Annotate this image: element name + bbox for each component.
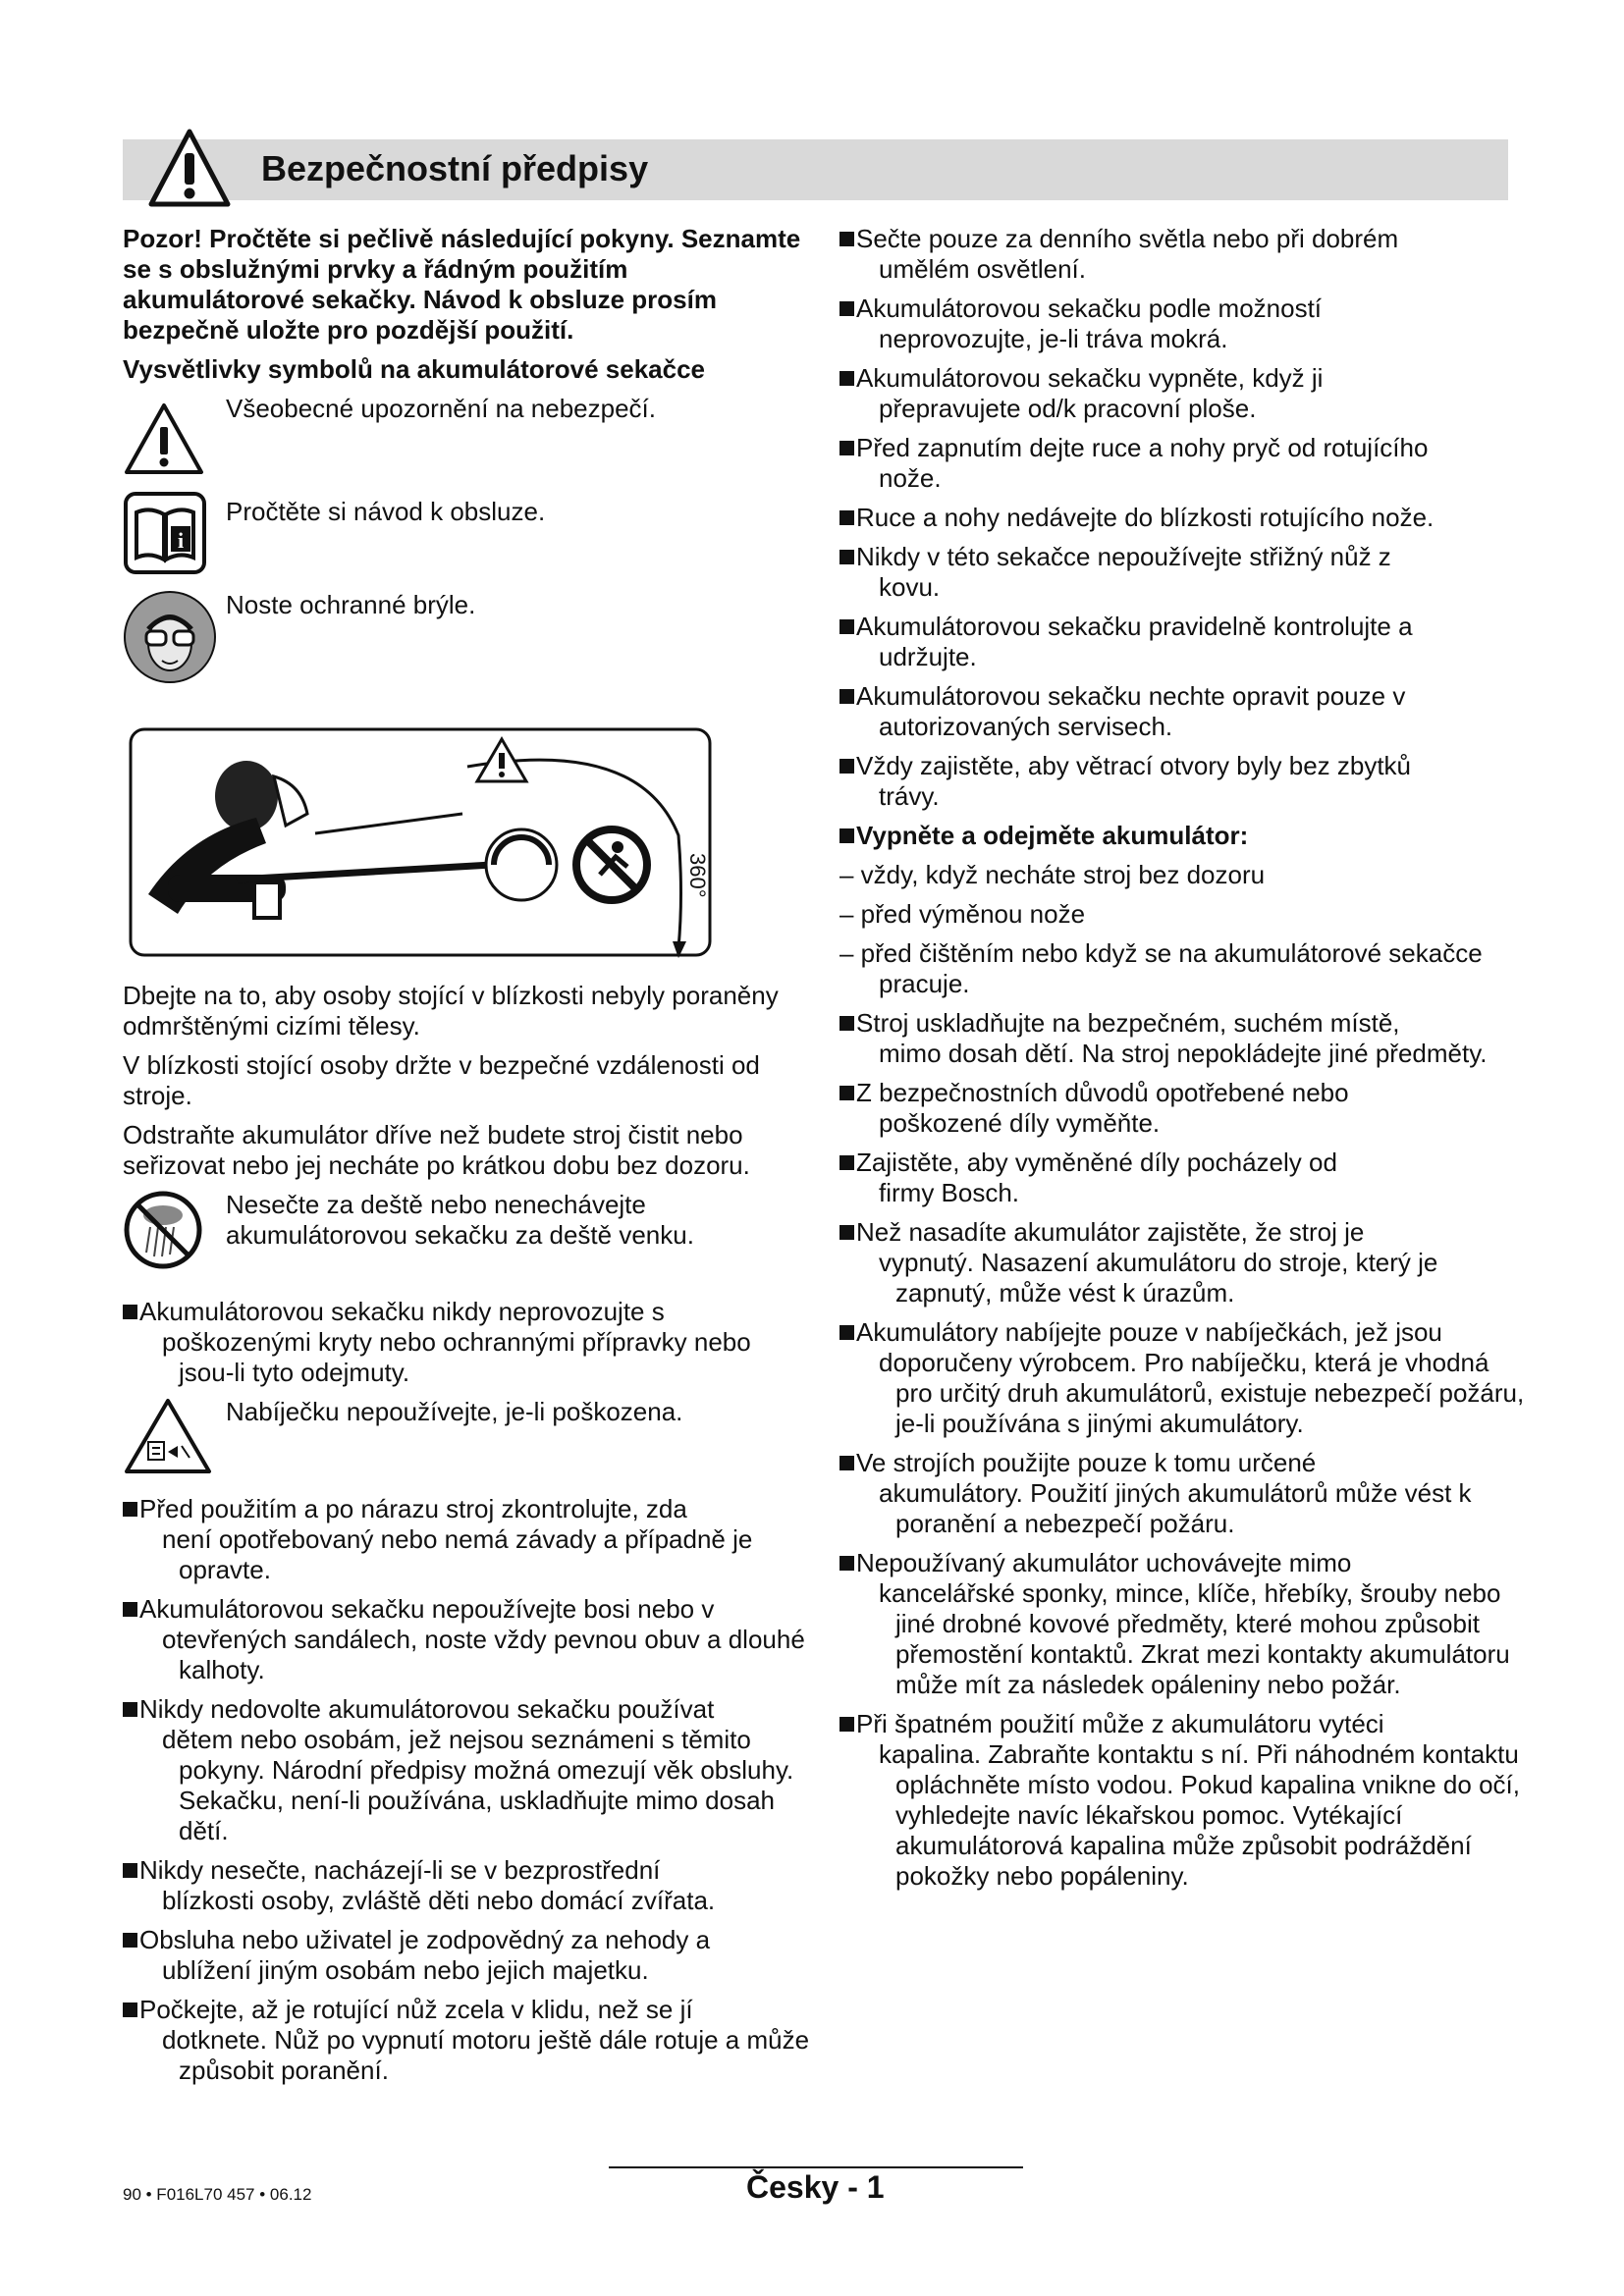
- symbol-text: Pročtěte si návod k obsluze.: [226, 497, 546, 526]
- bullet-square-icon: [839, 441, 854, 455]
- bullet-square-icon: [839, 1717, 854, 1732]
- list-item: Obsluha nebo uživatel je zodpovědný za nehody a ublížení jiným osobám nebo jejich majetku.: [123, 1925, 810, 1986]
- paragraph: V blízkosti stojící osoby držte v bezpečné vzdálenosti od stroje.: [123, 1050, 760, 1110]
- page-number: Česky - 1: [746, 2169, 885, 2205]
- list-item: Nikdy nedovolte akumulátorovou sekačku používat dětem nebo osobám, jež nejsou seznámeni s těmito pokyny. Národní předpisy možná omezují věk obsluhy. Sekačku, není-li používána, uskladňujte mimo dosah dětí.: [123, 1694, 810, 1846]
- symbol-read-manual: [123, 497, 810, 581]
- list-item: Z bezpečnostních důvodů opotřebené nebo poškozené díly vyměňte.: [839, 1078, 1527, 1139]
- list-item: Před použitím a po nárazu stroj zkontrolujte, zda není opotřebovaný nebo nemá závady a případně je opravte.: [123, 1494, 810, 1585]
- paragraph: Dbejte na to, aby osoby stojící v blízkosti nebyly poraněny odmrštěnými cizími tělesy.: [123, 981, 779, 1041]
- right-column: [839, 224, 1527, 1900]
- symbol-general-warning: [123, 394, 810, 488]
- list-item: Sečte pouze za denního světla nebo při dobrém umělém osvětlení.: [839, 224, 1527, 285]
- dash-item: – před výměnou nože: [839, 899, 1086, 929]
- bullet-square-icon: [839, 759, 854, 774]
- intro-warning: Pozor! Pročtěte si pečlivě následující pokyny. Seznamte se s obslužnými prvky a řádným použitím akumulátorové sekačky. Návod k obsluze prosím bezpečně uložte pro pozdější použití.: [123, 224, 801, 345]
- symbols-heading: Vysvětlivky symbolů na akumulátorové sekačce: [123, 354, 706, 384]
- dash-item: – vždy, když necháte stroj bez dozoru: [839, 860, 1266, 889]
- bullet-square-icon: [839, 619, 854, 634]
- bullet-square-icon: [123, 1702, 137, 1717]
- bullet-square-icon: [839, 232, 854, 246]
- safety-goggles-icon: [123, 590, 217, 684]
- list-item: Před zapnutím dejte ruce a nohy pryč od rotujícího nože.: [839, 433, 1527, 494]
- list-item: Akumulátorovou sekačku nikdy neprovozujte s poškozenými kryty nebo ochrannými přípravky nebo jsou-li tyto odejmuty.: [123, 1297, 810, 1388]
- list-item: Ve strojích použijte pouze k tomu určené akumulátory. Použití jiných akumulátorů může vést k poranění a nebezpečí požáru.: [839, 1448, 1527, 1539]
- bullet-square-icon: [839, 1325, 854, 1340]
- warning-triangle-icon: [147, 128, 232, 208]
- list-item: Akumulátorovou sekačku podle možností neprovozujte, je-li tráva mokrá.: [839, 294, 1527, 354]
- list-item: Než nasadíte akumulátor zajistěte, že stroj je vypnutý. Nasazení akumulátoru do stroje, který je zapnutý, může vést k úrazům.: [839, 1217, 1527, 1308]
- list-item: Stroj uskladňujte na bezpečném, suchém místě, mimo dosah dětí. Na stroj nepokládejte jiné předměty.: [839, 1008, 1527, 1069]
- list-item: Akumulátorovou sekačku nepoužívejte bosi nebo v otevřených sandálech, noste vždy pevnou obuv a dlouhé kalhoty.: [123, 1594, 810, 1685]
- bullet-square-icon: [839, 371, 854, 386]
- charger-warning-icon: [123, 1397, 213, 1475]
- list-item: Akumulátorovou sekačku pravidelně kontrolujte a udržujte.: [839, 612, 1527, 672]
- list-item: Nepoužívaný akumulátor uchovávejte mimo kancelářské sponky, mince, klíče, hřebíky, šrouby nebo jiné drobné kovové předměty, které mohou způsobit přemostění kontaktů. Zkrat mezi kontakty akumulátoru může mít za následek opáleniny nebo požár.: [839, 1548, 1527, 1700]
- bullet-square-icon: [123, 1502, 137, 1517]
- svg-text:i: i: [177, 528, 185, 553]
- list-item: Nikdy nesečte, nacházejí-li se v bezprostřední blízkosti osoby, zvláště děti nebo domácí zvířata.: [123, 1855, 810, 1916]
- bullet-square-icon: [123, 1305, 137, 1319]
- bullet-square-icon: [123, 1863, 137, 1878]
- list-item: Akumulátorovou sekačku vypněte, když ji přepravujete od/k pracovní ploše.: [839, 363, 1527, 424]
- bullet-square-icon: [839, 1556, 854, 1571]
- symbol-no-rain: [123, 1190, 810, 1288]
- bullet-square-icon: [123, 1933, 137, 1948]
- bullet-square-icon: [123, 1602, 137, 1617]
- footer-divider: [609, 2166, 1023, 2168]
- bullet-square-icon: [839, 1155, 854, 1170]
- bullet-square-icon: [839, 1225, 854, 1240]
- no-rain-icon: [123, 1190, 203, 1270]
- symbol-text: Nabíječku nepoužívejte, je-li poškozena.: [226, 1397, 683, 1426]
- list-item: Akumulátorovou sekačku nechte opravit pouze v autorizovaných servisech.: [839, 681, 1527, 742]
- paragraph: Odstraňte akumulátor dříve než budete stroj čistit nebo seřizovat nebo jej necháte po krátkou dobu bez dozoru.: [123, 1120, 750, 1180]
- bullet-square-icon: [839, 510, 854, 525]
- dash-item: – před čištěním nebo když se na akumulátorové sekačce pracuje.: [839, 938, 1483, 998]
- read-manual-icon: [123, 491, 207, 575]
- list-item: Nikdy v této sekačce nepoužívejte střižný nůž z kovu.: [839, 542, 1527, 603]
- thrown-objects-warning-figure: [129, 727, 723, 963]
- list-item: Při špatném použití může z akumulátoru vytéci kapalina. Zabraňte kontaktu s ní. Při náhodném kontaktu opláchněte místo vodou. Pokud kapalina vnikne do očí, vyhledejte navíc lékařskou pomoc. Vytékající akumulátorová kapalina může způsobit podráždění pokožky nebo popáleniny.: [839, 1709, 1527, 1892]
- list-item: Ruce a nohy nedávejte do blízkosti rotujícího nože.: [839, 503, 1527, 533]
- symbol-text: Nesečte za deště nebo nenechávejte akumulátorovou sekačku za deště venku.: [226, 1190, 694, 1250]
- symbol-safety-goggles: [123, 590, 810, 708]
- list-item: Počkejte, až je rotující nůž zcela v klidu, než se jí dotknete. Nůž po vypnutí motoru ještě dále rotuje a může způsobit poranění.: [123, 1995, 810, 2086]
- list-item: Vždy zajistěte, aby větrací otvory byly bez zbytků trávy.: [839, 751, 1527, 812]
- symbol-text: Všeobecné upozornění na nebezpečí.: [226, 394, 657, 423]
- warning-triangle-icon: [123, 401, 205, 476]
- symbol-text: Noste ochranné brýle.: [226, 590, 476, 619]
- list-item: Akumulátory nabíjejte pouze v nabíječkách, jež jsou doporučeny výrobcem. Pro nabíječku, která je vhodná pro určitý druh akumulátorů, existuje nebezpečí požáru, je-li používána s jinými akumulátory.: [839, 1317, 1527, 1439]
- document-code: 90 • F016L70 457 • 06.12: [123, 2185, 312, 2204]
- left-column: [123, 224, 810, 2095]
- remove-battery-heading: Vypněte a odejměte akumulátor:: [839, 821, 1527, 851]
- bullet-square-icon: [839, 550, 854, 564]
- bullet-square-icon: [839, 301, 854, 316]
- bullet-square-icon: [839, 828, 854, 843]
- bullet-square-icon: [839, 1016, 854, 1031]
- trimmer-360-figure: [129, 727, 723, 963]
- page-title: Bezpečnostní předpisy: [261, 148, 649, 188]
- bullet-square-icon: [839, 1086, 854, 1100]
- bullet-square-icon: [839, 689, 854, 704]
- bullet-square-icon: [123, 2002, 137, 2017]
- list-item: Zajistěte, aby vyměněné díly pocházely od firmy Bosch.: [839, 1148, 1527, 1208]
- bullet-square-icon: [839, 1456, 854, 1470]
- angle-label: 360°: [685, 853, 710, 898]
- symbol-damaged-charger: [123, 1397, 810, 1485]
